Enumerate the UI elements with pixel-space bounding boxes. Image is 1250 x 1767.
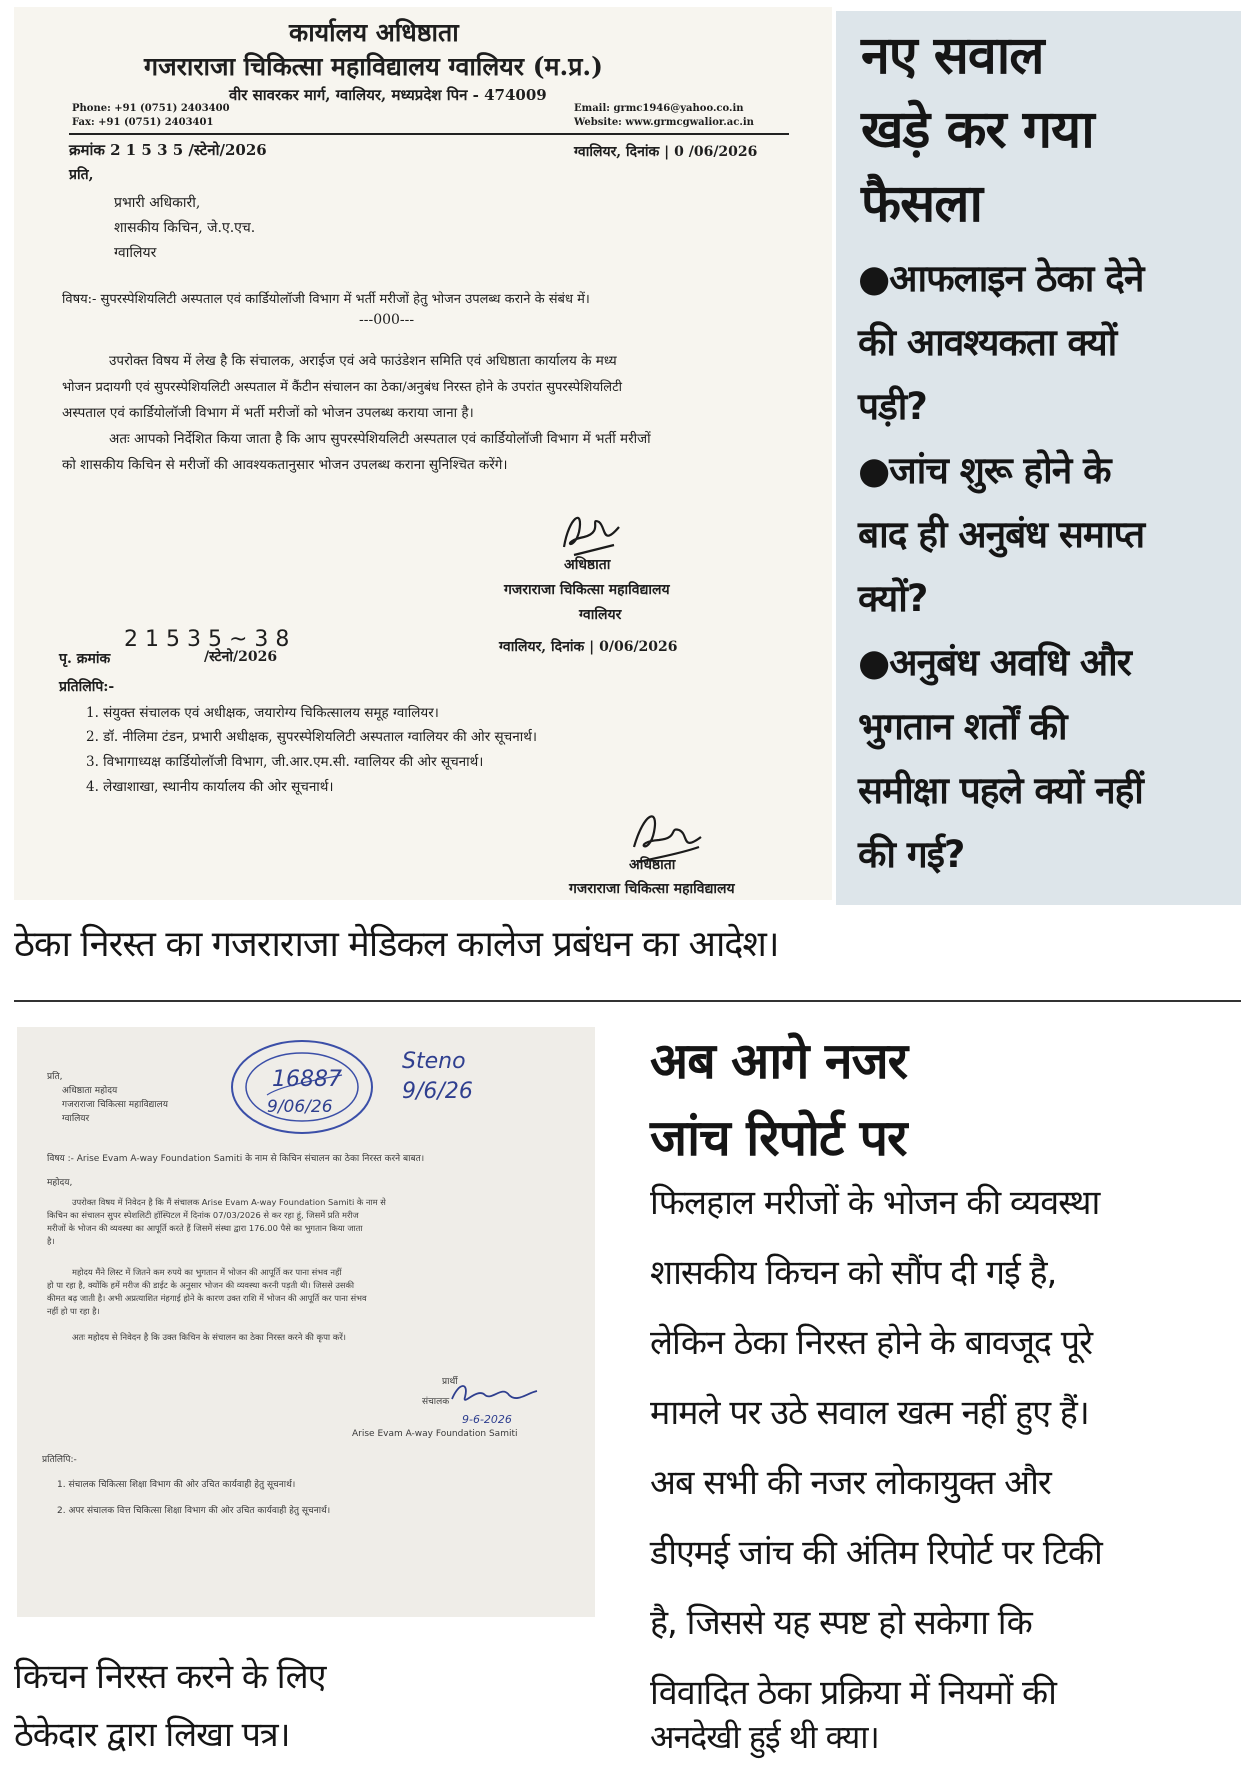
copy-recipient-2: 2. डॉ. नीलिमा टंडन, प्रभारी अधीक्षक, सुपरस्पेशियलिटी अस्पताल ग्वालियर की ओर सूचनार्थ। <box>86 729 537 745</box>
article-line: विवादित ठेका प्रक्रिया में नियमों की <box>650 1673 1056 1713</box>
letter-subject: विषय :- Arise Evam A-way Foundation Samiti के नाम से किचिन संचालन का ठेका निरस्त करने बाबत। <box>47 1154 425 1164</box>
recipient-line-1: प्रभारी अधिकारी, <box>114 195 201 211</box>
letter-para1-line-4: है। <box>47 1236 55 1246</box>
question-line: ●आफलाइन ठेका देने <box>858 257 1144 300</box>
email-address: Email: grmc1946@yahoo.co.in <box>574 103 744 114</box>
letter-sign-role: संचालक <box>422 1397 450 1407</box>
signatory-org-1: गजराराजा चिकित्सा महाविद्यालय <box>504 582 670 598</box>
bottom-image-caption-line-2: ठेकेदार द्वारा लिखा पत्र। <box>14 1715 290 1755</box>
letter-para1-line-2: किचिन का संचालन सुपर स्पेशलिटी हॉस्पिटल में दिनांक 07/03/2026 से कर रहा हूं, जिसमें प्रति मरीज <box>47 1210 359 1220</box>
letter-para2-line-2: हो पा रहा है, क्योंकि हमें मरीज की डाईट के अनुसार भोजन की व्यवस्था करनी पड़ती थी। जिससे उसकी <box>47 1280 355 1290</box>
endorsement-number: 2 1 5 3 5 ~ 3 8 <box>124 627 290 652</box>
letter-para2-line-4: नहीं हो पा रहा है। <box>47 1306 100 1316</box>
letter-to-label: प्रति, <box>47 1072 63 1082</box>
question-line: क्यों? <box>858 577 928 620</box>
letter-copy-1: 1. संचालक चिकित्सा शिक्षा विभाग की ओर उचित कार्यवाही हेतु सूचनार्थ। <box>57 1480 296 1490</box>
order-subject: विषय:- सुपरस्पेशियलिटी अस्पताल एवं कार्डियोलॉजी विभाग में भर्ती मरीजों हेतु भोजन उपलब्ध कराने के संबंध में। <box>62 292 590 307</box>
copy-recipient-4: 4. लेखाशाखा, स्थानीय कार्यालय की ओर सूचनार्थ। <box>86 779 334 795</box>
college-name: गजराराजा चिकित्सा महाविद्यालय ग्वालियर (म.प्र.) <box>144 52 603 81</box>
recipient-line-2: शासकीय किचिन, जे.ए.एच. <box>114 220 256 236</box>
fax-number: Fax: +91 (0751) 2403401 <box>72 117 214 128</box>
copy-recipient-1: 1. संयुक्त संचालक एवं अधीक्षक, जयारोग्य चिकित्सालय समूह ग्वालियर। <box>86 705 439 721</box>
question-line: ●अनुबंध अवधि और <box>858 641 1131 684</box>
question-line: बाद ही अनुबंध समाप्त <box>858 513 1145 556</box>
contractor-signature <box>447 1377 542 1409</box>
contractor-letter-document <box>17 1027 595 1617</box>
handwritten-note-date: 9/6/26 <box>402 1079 473 1104</box>
endorsement-suffix: /स्टेनो/2026 <box>204 649 278 665</box>
question-line: की गई? <box>858 833 965 876</box>
question-line: समीक्षा पहले क्यों नहीं <box>858 769 1143 812</box>
bottom-image-caption-line-1: किचन निरस्त करने के लिए <box>14 1657 326 1697</box>
order-body-line-4: अतः आपको निर्देशित किया जाता है कि आप सुपरस्पेशियलिटी अस्पताल एवं कार्डियोलॉजी विभाग में भर्ती मरीजों <box>109 431 651 447</box>
handwritten-note-steno: Steno <box>402 1049 466 1074</box>
letter-request: अतः महोदय से निवेदन है कि उक्त किचिन के संचालन का ठेका निरस्त करने की कृपा करें। <box>72 1333 347 1343</box>
questions-title-line-2: खड़े कर गया <box>861 100 1094 160</box>
header-rule <box>69 133 789 135</box>
questions-title-line-3: फैसला <box>861 174 982 234</box>
recipient-line-3: ग्वालियर <box>114 245 157 261</box>
article-line: अनदेखी हुई थी क्या। <box>650 1718 879 1756</box>
letter-closing: प्रार्थी <box>442 1377 458 1387</box>
letter-salutation: महोदय, <box>47 1178 73 1188</box>
office-heading: कार्यालय अधिष्ठाता <box>289 18 459 47</box>
website-address: Website: www.grmcgwalior.ac.in <box>574 117 754 128</box>
question-line: पड़ी? <box>858 385 927 428</box>
letter-addressee-2: गजराराजा चिकित्सा महाविद्यालय <box>62 1100 168 1110</box>
college-address: वीर सावरकर मार्ग, ग्वालियर, मध्यप्रदेश पिन - 474009 <box>229 86 547 104</box>
letter-sign-date: 9-6-2026 <box>462 1413 512 1426</box>
question-line: ●जांच शुरू होने के <box>858 449 1111 492</box>
order-body-line-3: अस्पताल एवं कार्डियोलॉजी विभाग में भर्ती मरीजों को भोजन उपलब्ध कराया जाना है। <box>62 405 474 421</box>
signatory-title-1: अधिष्ठाता <box>564 557 611 573</box>
order-body-line-5: को शासकीय किचिन से मरीजों की आवश्यकतानुसार भोजन उपलब्ध कराना सुनिश्चित करेंगे। <box>62 457 508 473</box>
to-label: प्रति, <box>69 167 94 183</box>
article-line: अब सभी की नजर लोकायुक्त और <box>650 1463 1051 1503</box>
signatory-org-2: गजराराजा चिकित्सा महाविद्यालय <box>569 881 735 897</box>
letter-para2-line-3: कीमत बढ़ जाती है। अभी अप्रत्याशित मंहगाई होने के कारण उक्त राशि में भोजन की आपूर्ति कर पाना संभव <box>47 1293 367 1303</box>
question-line: की आवश्यकता क्यों <box>858 321 1117 364</box>
endorsement-label: पृ. क्रमांक <box>59 651 111 667</box>
phone-number: Phone: +91 (0751) 2403400 <box>72 103 230 114</box>
article-line: लेकिन ठेका निरस्त होने के बावजूद पूरे <box>650 1323 1093 1363</box>
stamp-inward-date: 9/06/26 <box>267 1097 333 1117</box>
article-heading-line-2: जांच रिपोर्ट पर <box>650 1109 907 1167</box>
separator: ---000--- <box>359 312 415 328</box>
question-line: भुगतान शर्तों की <box>858 705 1067 748</box>
letter-para1-line-1: उपरोक्त विषय में निवेदन है कि मैं संचालक Arise Evam A-way Foundation Samiti के नाम से <box>72 1197 386 1207</box>
letter-addressee-1: अधिष्ठाता महोदय <box>62 1086 118 1096</box>
letter-copy-label: प्रतिलिपि:- <box>42 1455 77 1465</box>
letter-addressee-3: ग्वालियर <box>62 1114 90 1124</box>
signatory-city-1: ग्वालियर <box>579 607 622 623</box>
letter-sign-org: Arise Evam A-way Foundation Samiti <box>352 1429 518 1439</box>
order-reference-number: क्रमांक 2 1 5 3 5 /स्टेनो/2026 <box>69 141 267 159</box>
section-divider <box>14 1000 1241 1002</box>
copy-recipient-3: 3. विभागाध्यक्ष कार्डियोलॉजी विभाग, जी.आर.एम.सी. ग्वालियर की ओर सूचनार्थ। <box>86 754 484 770</box>
questions-sidebar <box>836 11 1241 905</box>
letter-copy-2: 2. अपर संचालक वित्त चिकित्सा शिक्षा विभाग की ओर उचित कार्यवाही हेतु सूचनार्थ। <box>57 1506 331 1516</box>
article-line: है, जिससे यह स्पष्ट हो सकेगा कि <box>650 1603 1032 1643</box>
copy-to-label: प्रतिलिपि:- <box>59 679 115 695</box>
order-body-line-1: उपरोक्त विषय में लेख है कि संचालक, अराईज एवं अवे फाउंडेशन समिति एवं अधिष्ठाता कार्यालय के मध्य <box>109 353 617 369</box>
article-line: शासकीय किचन को सौंप दी गई है, <box>650 1253 1057 1293</box>
questions-title-line-1: नए सवाल <box>861 26 1044 86</box>
order-date: ग्वालियर, दिनांक | 0 /06/2026 <box>574 144 758 160</box>
signatory-title-2: अधिष्ठाता <box>629 857 676 873</box>
endorsement-date: ग्वालियर, दिनांक | 0/06/2026 <box>499 639 678 655</box>
article-line: डीएमई जांच की अंतिम रिपोर्ट पर टिकी <box>650 1533 1102 1573</box>
letter-para1-line-3: मरीजों के भोजन की व्यवस्था का आपूर्ति करते हैं जिसमें संस्था द्वारा 176.00 पैसे का भुगतान किया जाता <box>47 1223 363 1233</box>
letter-para2-line-1: महोदय मैंने लिस्ट में जितने कम रुपये का भुगतान में भोजन की आपूर्ति कर पाना संभव नहीं <box>72 1267 342 1277</box>
office-order-document <box>14 7 832 900</box>
article-line: मामले पर उठे सवाल खत्म नहीं हुए हैं। <box>650 1393 1089 1433</box>
stamp-inward-number: 16887 <box>272 1067 342 1092</box>
order-body-line-2: भोजन प्रदायगी एवं सुपरस्पेशियलिटी अस्पताल में कैंटीन संचालन का ठेका/अनुबंध निरस्त होने के उपरांत सुपरस्पेशियलिटी <box>62 380 623 395</box>
article-line: फिलहाल मरीजों के भोजन की व्यवस्था <box>650 1183 1100 1223</box>
top-image-caption: ठेका निरस्त का गजराराजा मेडिकल कालेज प्रबंधन का आदेश। <box>14 924 779 965</box>
article-heading-line-1: अब आगे नजर <box>650 1032 908 1090</box>
